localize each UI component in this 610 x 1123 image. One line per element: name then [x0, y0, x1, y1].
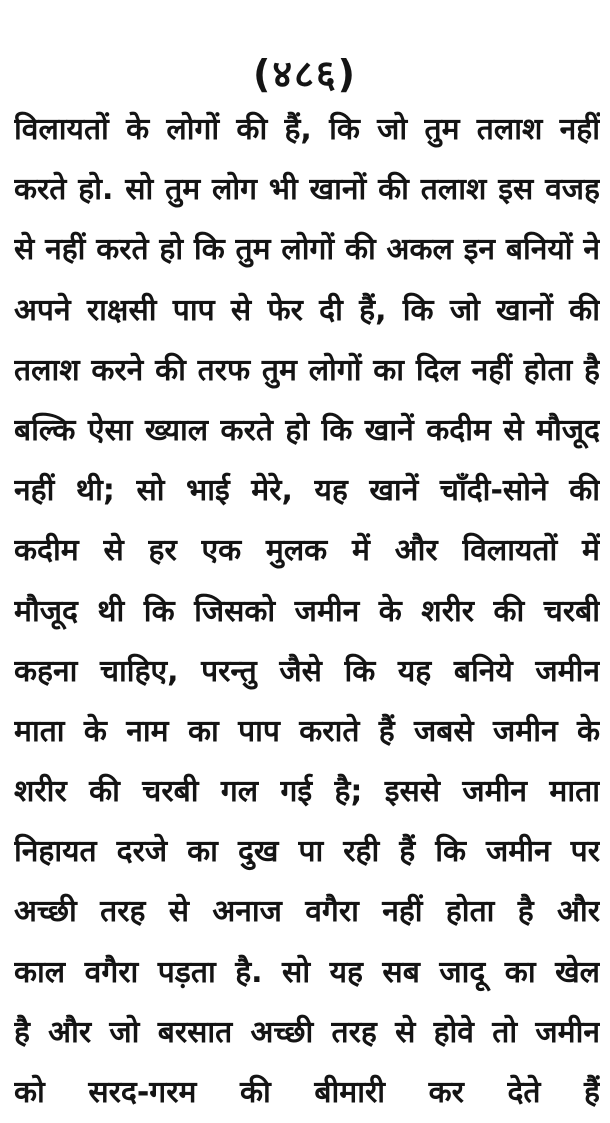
- text-line: को सरद-गरम की बीमारी कर देते हैं: [14, 1075, 600, 1110]
- page-number: (४८६): [252, 52, 357, 96]
- text-line: तलाश करने की तरफ तुम लोगों का दिल नहीं होता है: [14, 352, 600, 388]
- text-line: मौजूद थी कि जिसको जमीन के शरीर की चरबी: [14, 593, 600, 629]
- text-line: माता के नाम का पाप कराते हैं जबसे जमीन के: [14, 713, 600, 749]
- text-line: विलायतों के लोगों की हैं, कि जो तुम तलाश नहीं: [14, 112, 600, 147]
- text-line: नहीं थी; सो भाई मेरे, यह खानें चाँदी-सोने की: [14, 473, 600, 509]
- text-line: अच्छी तरह से अनाज वगैरा नहीं होता है और: [14, 894, 600, 930]
- text-line: अपने राक्षसी पाप से फेर दी हैं, कि जो खानों की: [14, 292, 600, 328]
- text-line: करते हो. सो तुम लोग भी खानों की तलाश इस वजह: [14, 172, 600, 208]
- text-line: काल वगैरा पड़ता है. सो यह सब जादू का खेल: [14, 954, 600, 990]
- text-line: कहना चाहिए, परन्तु जैसे कि यह बनिये जमीन: [14, 653, 600, 689]
- text-line: से नहीं करते हो कि तुम लोगों की अकल इन बनियों ने: [14, 232, 600, 268]
- text-line: है और जो बरसात अच्छी तरह से होवे तो जमीन: [14, 1014, 600, 1050]
- text-line: शरीर की चरबी गल गई है; इससे जमीन माता: [14, 774, 600, 810]
- text-line: निहायत दरजे का दुख पा रही हैं कि जमीन पर: [14, 834, 600, 870]
- text-line: कदीम से हर एक मुलक में और विलायतों में: [14, 533, 600, 569]
- body-text: [14, 100, 600, 1123]
- text-line: बल्कि ऐसा ख्याल करते हो कि खानें कदीम से मौजूद: [14, 412, 600, 448]
